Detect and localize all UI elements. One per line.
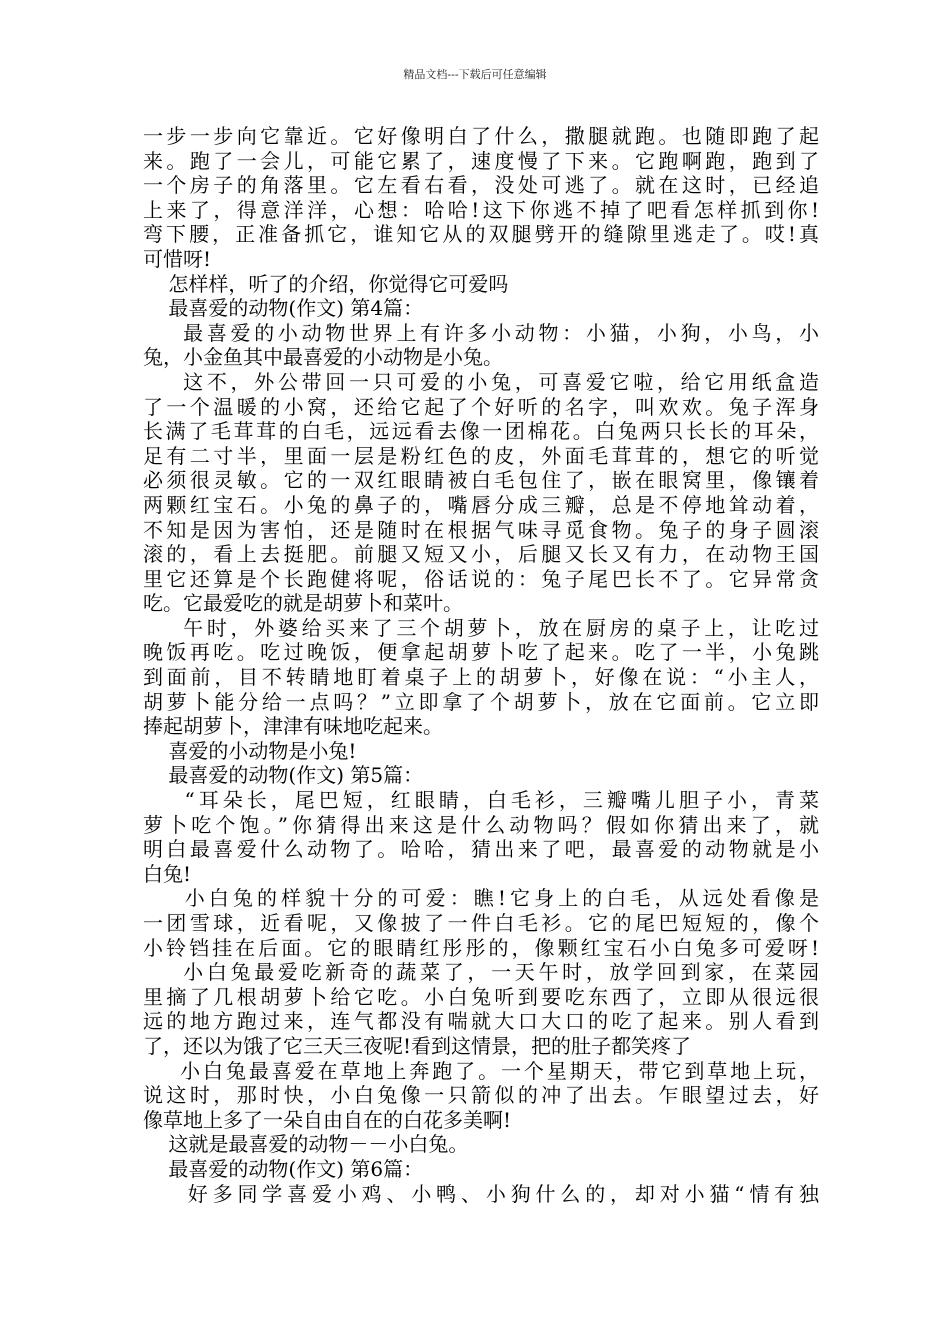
text-line: 远的地方跑过来，连气都没有喘就大口大口的吃了起来。别人看到	[143, 1009, 819, 1034]
text-line: 午时，外婆给买来了三个胡萝卜，放在厨房的桌子上，让吃过	[143, 615, 819, 640]
text-line: 小白兔的样貌十分的可爱：瞧!它身上的白毛，从远处看像是	[143, 886, 819, 911]
text-line: 像草地上多了一朵自由自在的白花多美啊!	[143, 1107, 512, 1132]
text-line: 胡萝卜能分给一点吗？”立即拿了个胡萝卜，放在它面前。它立即	[143, 689, 819, 714]
text-line: 兔，小金鱼其中最喜爱的小动物是小兔。	[143, 345, 503, 370]
text-line: 弯下腰，正准备抓它，谁知它从的双腿劈开的缝隙里逃走了。哎!真	[143, 222, 819, 247]
text-line: 吃。它最爱吃的就是胡萝卜和菜叶。	[143, 591, 463, 616]
text-line: 足有二寸半，里面一层是粉红色的皮，外面毛茸茸的，想它的听觉	[143, 443, 819, 468]
text-line: 萝卜吃个饱。”你猜得出来这是什么动物吗？假如你猜出来了，就	[143, 812, 819, 837]
text-line: 这就是最喜爱的动物－－小白兔。	[143, 1132, 469, 1157]
text-line: 可惜呀!	[143, 246, 212, 271]
text-line: 白兔!	[143, 861, 192, 886]
document-body	[143, 124, 819, 1206]
text-line: 不知是因为害怕，还是随时在根据气味寻觅食物。兔子的身子圆滚	[143, 517, 819, 542]
text-line: 一个房子的角落里。它左看右看，没处可逃了。就在这时，已经追	[143, 173, 819, 198]
text-line: 最喜爱的动物(作文) 第6篇：	[143, 1156, 424, 1181]
page-header: 精品文档---下载后可任意编辑	[403, 68, 547, 81]
text-line: 滚的，看上去挺肥。前腿又短又小，后腿又长又有力，在动物王国	[143, 542, 819, 567]
text-line: 好多同学喜爱小鸡、小鸭、小狗什么的，却对小猫“情有独	[143, 1181, 819, 1206]
text-line: 必须很灵敏。它的一双红眼睛被白毛包住了，嵌在眼窝里，像镶着	[143, 468, 819, 493]
text-line: 最喜爱的动物(作文) 第5篇：	[143, 763, 424, 788]
text-line: 上来了，得意洋洋，心想：哈哈!这下你逃不掉了吧看怎样抓到你!	[143, 197, 819, 222]
text-line: 捧起胡萝卜，津津有味地吃起来。	[143, 714, 443, 739]
text-line: 到面前，目不转睛地盯着桌子上的胡萝卜，好像在说：“小主人，	[143, 665, 819, 690]
text-line: 小铃铛挂在后面。它的眼睛红彤彤的，像颗红宝石小白兔多可爱呀!	[143, 935, 819, 960]
text-line: 一步一步向它靠近。它好像明白了什么，撒腿就跑。也随即跑了起	[143, 124, 819, 148]
text-line: 晚饭再吃。吃过晚饭，便拿起胡萝卜吃了起来。吃了一半，小兔跳	[143, 640, 819, 665]
text-line: 里它还算是个长跑健将呢，俗话说的：兔子尾巴长不了。它异常贪	[143, 566, 819, 591]
text-line: 两颗红宝石。小兔的鼻子的，嘴唇分成三瓣，总是不停地耸动着，	[143, 492, 819, 517]
text-line: 这不，外公带回一只可爱的小兔，可喜爱它啦，给它用纸盒造	[143, 369, 819, 394]
text-line: 了一个温暖的小窝，还给它起了个好听的名字，叫欢欢。兔子浑身	[143, 394, 819, 419]
text-line: 最喜爱的小动物世界上有许多小动物：小猫，小狗，小鸟，小	[143, 320, 819, 345]
text-line: 了，还以为饿了它三天三夜呢!看到这情景，把的肚子都笑疼了	[143, 1033, 692, 1058]
text-line: 里摘了几根胡萝卜给它吃。小白兔听到要吃东西了，立即从很远很	[143, 984, 819, 1009]
text-line: “耳朵长，尾巴短，红眼睛，白毛衫，三瓣嘴儿胆子小，青菜	[143, 788, 819, 813]
text-line: 小白兔最喜爱在草地上奔跑了。一个星期天，带它到草地上玩，	[143, 1058, 819, 1083]
text-line: 喜爱的小动物是小兔!	[143, 738, 357, 763]
text-line: 最喜爱的动物(作文) 第4篇：	[143, 296, 424, 321]
text-line: 怎样样，听了的介绍，你觉得它可爱吗	[143, 271, 509, 296]
text-line: 长满了毛茸茸的白毛，远远看去像一团棉花。白兔两只长长的耳朵，	[143, 419, 819, 444]
text-line: 来。跑了一会儿，可能它累了，速度慢了下来。它跑啊跑，跑到了	[143, 148, 819, 173]
text-line: 说这时，那时快，小白兔像一只箭似的冲了出去。乍眼望过去，好	[143, 1083, 819, 1108]
text-line: 小白兔最爱吃新奇的蔬菜了，一天午时，放学回到家，在菜园	[143, 960, 819, 985]
text-line: 一团雪球，近看呢，又像披了一件白毛衫。它的尾巴短短的，像个	[143, 911, 819, 935]
text-line: 明白最喜爱什么动物了。哈哈，猜出来了吧，最喜爱的动物就是小	[143, 837, 819, 862]
